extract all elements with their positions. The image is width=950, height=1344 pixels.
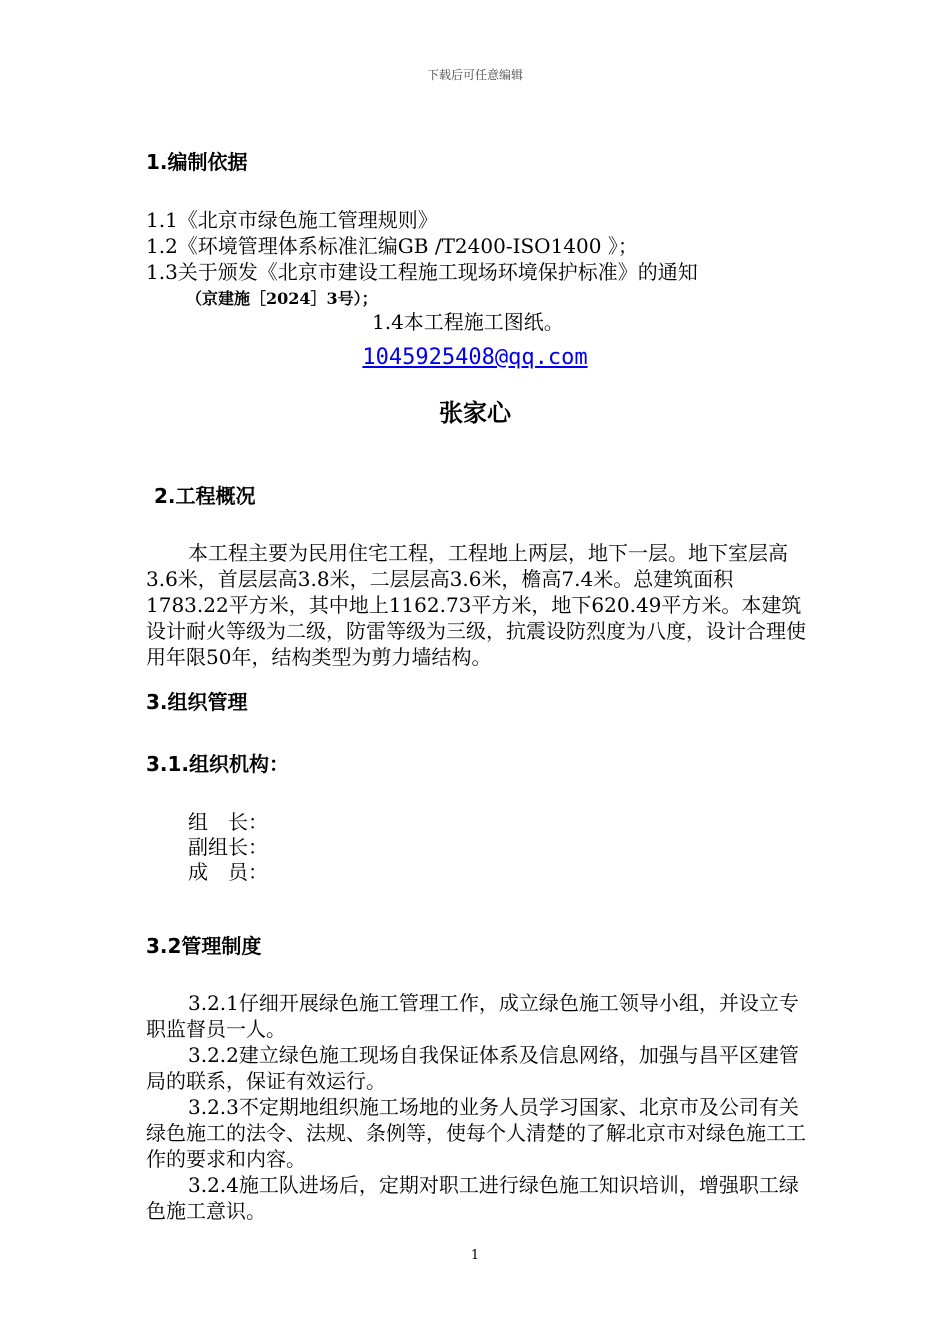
rules-list: [146, 990, 806, 1224]
rule-item: 3.2.4施工队进场后，定期对职工进行绿色施工知识培训，增强职工绿色施工意识。: [146, 1173, 799, 1223]
basis-item-3-cont: （京建施［2024］3号）；: [186, 289, 378, 308]
basis-item-3: 1.3关于颁发《北京市建设工程施工现场环境保护标准》的通知: [146, 260, 698, 284]
basis-item-2: 1.2《环境管理体系标准汇编GB /T2400-ISO1400 》；: [146, 234, 638, 258]
role-deputy: 副组长：: [188, 835, 268, 859]
project-overview-text: 本工程主要为民用住宅工程，工程地上两层，地下一层。地下室层高3.6米，首层层高3.8米，二层层高3.6米，檐高7.4米。总建筑面积1783.22平方米，其中地上1162.73平方米，地下620.49平方米。本建筑设计耐火等级为二级，防雷等级为三级，抗震设防烈度为八度，设计合理使用年限50年，结构类型为剪力墙结构。: [146, 541, 806, 669]
section-3-title: 3.组织管理: [146, 690, 248, 714]
author-name: 张家心: [439, 399, 511, 427]
section-3-2-title: 3.2管理制度: [146, 934, 262, 958]
basis-item-4: 1.4本工程施工图纸。: [372, 310, 564, 334]
role-member: 成 员：: [188, 860, 268, 884]
email-link[interactable]: 1045925408@qq.com: [362, 345, 588, 370]
page-header: 下载后可任意编辑: [426, 68, 523, 82]
section-1-title: 1.编制依据: [146, 150, 248, 174]
section-3-1-title: 3.1.组织机构：: [146, 752, 290, 776]
project-overview: [146, 540, 806, 670]
rule-item: 3.2.3不定期地组织施工场地的业务人员学习国家、北京市及公司有关绿色施工的法令、法规、条例等，使每个人清楚的了解北京市对绿色施工工作的要求和内容。: [146, 1095, 806, 1171]
rule-item: 3.2.1仔细开展绿色施工管理工作，成立绿色施工领导小组，并设立专职监督员一人。: [146, 991, 799, 1041]
rule-item: 3.2.2建立绿色施工现场自我保证体系及信息网络，加强与昌平区建管局的联系，保证有效运行。: [146, 1043, 799, 1093]
section-2-title: 2.工程概况: [154, 484, 256, 508]
role-leader: 组 长：: [188, 810, 268, 834]
basis-item-1: 1.1《北京市绿色施工管理规则》: [146, 208, 438, 232]
page-number: 1: [470, 1248, 480, 1263]
